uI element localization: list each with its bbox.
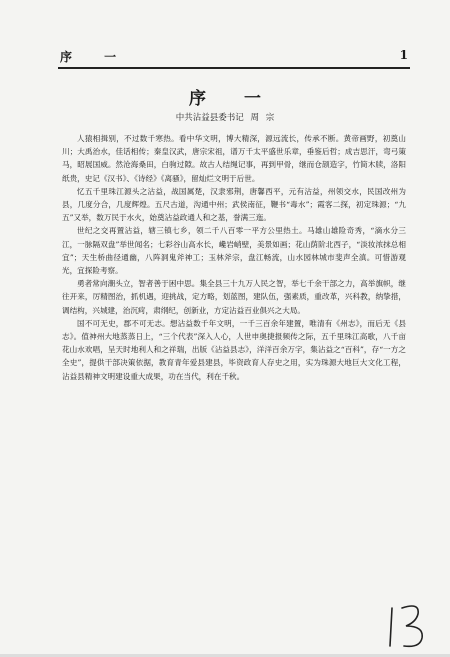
page-number: 1 — [399, 48, 408, 62]
running-title: 序 一 — [60, 50, 131, 64]
paragraph: 世纪之交再置沾益，辖三镇七乡，领二千八百零一平方公里热土。马雄山雄险奇秀，“滴水分三江，一脉隔双盘”举世闻名；七彩谷山高水长，巉岩峭壁，美景如画；花山荫阶北西子，“淡妆浓抹总相宜”；天生桥曲径通幽，八阵洞鬼斧神工；玉林斧宗，盘江畅流，山水园林城市斐声全滇。可惜游观光，宜探险考察。 — [62, 226, 406, 276]
paragraph: 勇者常向潮头立，智者善于困中思。集全县三十九万人民之智，举七千余干部之力，高举旗帜，继往开来，厉精图治，抓机遇，迎挑战，定方略，划蓝图，建队伍，强素质，重改革，兴科教，纳挚措，调结构，兴城建，治沉疴，肃纲纪，创新业，方定沾益百业俱兴之大局。 — [62, 279, 406, 315]
paragraph: 国不可无史，郡不可无志。想沾益数千年文明，一千三百余年建置，唯清有《州志》，而后无《县志》。值神州大地蒸蒸日上，“三个代表”深入人心，人世申奥捷报频传之际，五千里珠江高歌，八千亩花山水欢唱，呈天时地利人和之祥瑞，出版《沾益县志》，洋洋百余万字，集沾益之“百科”，存“一方之全史”，提供干部决策依据，教育青年爱县建县，毕资政育人存史之用，实为珠源大地巨大文化工程，沾益县精神文明建设重大成果，功在当代，利在千秋。 — [62, 318, 406, 381]
header-rule — [58, 67, 410, 69]
body-text — [62, 132, 406, 383]
paragraph: 忆五千里珠江源头之沾益，战国属楚，汉隶邪荆，唐馨西平，元有沾益，州领交水，民国改州为县，几度分合，几度辉煌。五尺古道，沟通中州；武侯南征，鞭书“毒水”；霞客二探，初定珠源；“九五”又举，数万民于水火，始奠沾益政通人和之基，誉满三迤。 — [62, 186, 406, 223]
page-title: 序 一 — [189, 89, 277, 109]
running-head — [60, 48, 408, 66]
author-line: 中共沾益县委书记 周 宗 — [175, 113, 275, 123]
handwritten-page-number — [386, 600, 434, 650]
paragraph: 人猿相揖别，不过数千寒热。看中华文明，博大精深，源远流长，传承不断。黄帝画野，初奠山川；大禹治水，佳话相传；秦皇汉武，唐宗宋祖，谱万千太平盛世乐章，垂鉴后哲；成吉思汗，弯弓策马，昭展国威。然沧海桑田，白驹过隙。故古人结绳记事，再到甲骨，继而仓颉造字，竹简木牍，洛阳纸贵，史记《汉书》、《诗经》《离骚》，留灿烂文明于后世。 — [62, 134, 406, 183]
